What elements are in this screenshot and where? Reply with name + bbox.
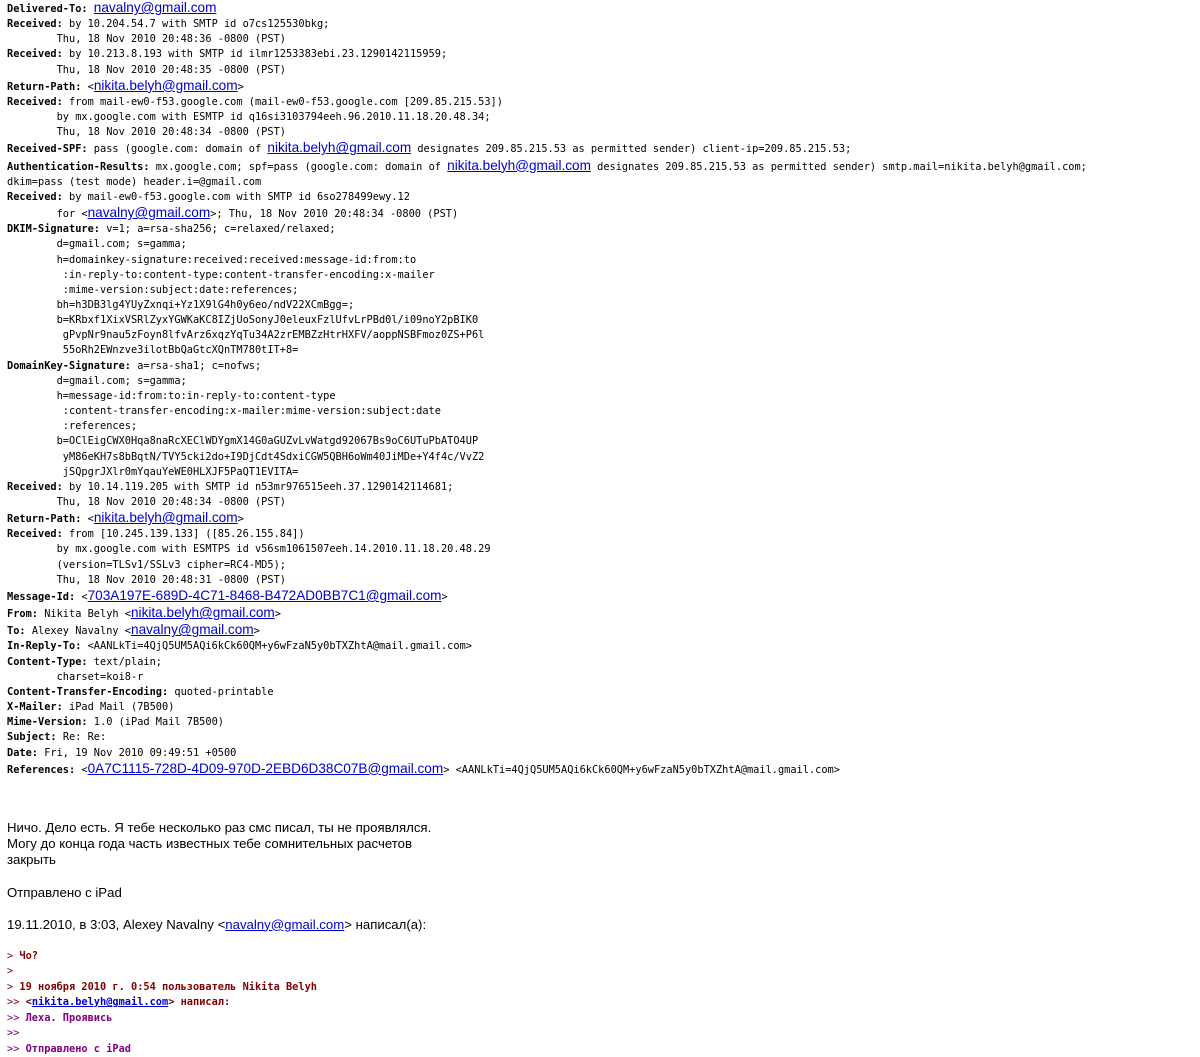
quote-line	[7, 949, 1195, 965]
header-email-link[interactable]: nikita.belyh@gmail.com	[93, 510, 238, 526]
header-line	[7, 110, 1195, 125]
header-value: <	[81, 763, 88, 776]
header-line	[7, 0, 1195, 17]
header-line	[7, 190, 1195, 205]
header-value-suffix: designates 209.85.215.53 as permitted sender) client-ip=209.85.215.53;	[411, 143, 852, 156]
header-name: Received:	[7, 528, 63, 541]
header-continuation: for <	[7, 208, 88, 221]
header-line	[7, 237, 1195, 252]
header-line	[7, 434, 1195, 449]
header-line	[7, 746, 1195, 761]
header-email-link[interactable]: nikita.belyh@gmail.com	[131, 605, 275, 621]
header-name: Received:	[7, 18, 63, 31]
header-continuation: bh=h3DB3lg4YUyZxnqi+Yz1X9lG4h0y6eo/ndV22XCmBgg=;	[7, 298, 355, 311]
header-line	[7, 670, 1195, 685]
header-value: by 10.213.8.193 with SMTP id ilmr1253383ebi.23.1290142115959;	[69, 48, 448, 61]
header-line	[7, 655, 1195, 670]
quote-text: <	[25, 996, 32, 1009]
header-line	[7, 283, 1195, 298]
quote-line	[7, 1026, 1195, 1042]
header-email-link[interactable]: navalny@gmail.com	[93, 0, 217, 15]
header-name: X-Mailer:	[7, 701, 63, 714]
header-email-link[interactable]: nikita.belyh@gmail.com	[267, 140, 412, 156]
header-line	[7, 298, 1195, 313]
header-name: Authentication-Results:	[7, 160, 150, 173]
header-line	[7, 389, 1195, 404]
header-email-link[interactable]: nikita.belyh@gmail.com	[447, 157, 591, 173]
quote-line	[7, 1042, 1195, 1057]
header-continuation: yM86eKH7s8bBqtN/TVY5cki2do+I9DjCdt4SdxiCGW5QBH6oWm40JiMDe+Y4f4c/VvZ2	[7, 450, 485, 463]
header-line	[7, 78, 1195, 95]
header-value: text/plain;	[93, 655, 162, 668]
header-value: pass (google.com: domain of	[93, 143, 268, 156]
header-name: Date:	[7, 746, 38, 759]
header-name: Content-Type:	[7, 655, 88, 668]
header-value: <	[81, 590, 88, 603]
header-line	[7, 588, 1195, 605]
header-continuation: charset=koi8-r	[7, 670, 144, 683]
message-paragraph	[7, 820, 1195, 869]
message-line: Могу до конца года часть известных тебе сомнительных расчетов	[7, 836, 412, 852]
header-value-suffix: >	[237, 513, 244, 526]
header-value: by 10.14.119.205 with SMTP id n53mr976515eeh.37.1290142114681;	[69, 480, 454, 493]
header-name: Subject:	[7, 731, 57, 744]
header-line	[7, 715, 1195, 730]
header-line	[7, 253, 1195, 268]
header-line	[7, 158, 1195, 175]
quote-marker: >>	[7, 1011, 26, 1024]
header-line	[7, 761, 1195, 778]
header-line	[7, 605, 1195, 622]
header-value: by 10.204.54.7 with SMTP id o7cs125530bkg;	[69, 18, 330, 31]
quote-text: Леха. Проявись	[25, 1011, 113, 1024]
header-continuation: :mime-version:subject:date:references;	[7, 283, 299, 296]
header-line	[7, 730, 1195, 745]
header-value-suffix: >	[237, 80, 244, 93]
header-continuation: jSQpgrJXlr0mYqauYeWE0HLXJF5PaQT1EVITA=	[7, 465, 299, 478]
message-line: Ничо. Дело есть. Я тебе несколько раз смс писал, ты не проявлялся.	[7, 819, 432, 835]
header-name: From:	[7, 608, 38, 621]
quote-email-link[interactable]: nikita.belyh@gmail.com	[31, 996, 169, 1009]
quote-line	[7, 1011, 1195, 1027]
header-value: 1.0 (iPad Mail 7B500)	[93, 716, 224, 729]
quote-marker: >	[7, 980, 20, 993]
header-continuation: Thu, 18 Nov 2010 20:48:31 -0800 (PST)	[7, 573, 286, 586]
header-line	[7, 268, 1195, 283]
quote-text: 19 ноября 2010 г. 0:54 пользователь Nikita Belyh	[19, 980, 317, 993]
email-view	[7, 0, 1195, 1057]
header-line	[7, 17, 1195, 32]
header-continuation: b=KRbxf1XixVSRlZyxYGWKaKC8IZjUoSonyJ0eleuxFzlUfvLrPBd0l/i09noY2pBIK0	[7, 314, 479, 327]
header-value-suffix: designates 209.85.215.53 as permitted sender) smtp.mail=nikita.belyh@gmail.com;	[590, 160, 1087, 173]
header-continuation: b=OClEigCWX0Hqa8naRcXEClWDYgmX14G0aGUZvLvWatgd92067Bs9oC6UTuPbATO4UP	[7, 435, 479, 448]
header-value: from [10.245.139.133] ([85.26.155.84])	[69, 528, 305, 541]
header-line	[7, 573, 1195, 588]
quote-line	[7, 964, 1195, 980]
header-continuation: h=message-id:from:to:in-reply-to:content-type	[7, 389, 336, 402]
header-continuation: by mx.google.com with ESMTPS id v56sm1061507eeh.14.2010.11.18.20.48.29	[7, 543, 491, 556]
quote-marker: >>	[7, 1027, 20, 1040]
header-value: Fri, 19 Nov 2010 09:49:51 +0500	[44, 746, 237, 759]
header-name: Received:	[7, 48, 63, 61]
header-name: Received-SPF:	[7, 143, 88, 156]
header-line	[7, 359, 1195, 374]
header-line	[7, 313, 1195, 328]
header-name: Return-Path:	[7, 513, 82, 526]
header-continuation: Thu, 18 Nov 2010 20:48:34 -0800 (PST)	[7, 126, 286, 139]
header-continuation: d=gmail.com; s=gamma;	[7, 238, 187, 251]
signature: Отправлено с iPad	[7, 884, 122, 900]
header-line	[7, 175, 1195, 190]
header-value: a=rsa-sha1; c=nofws;	[137, 359, 262, 372]
header-line	[7, 558, 1195, 573]
header-continuation: gPvpNr9nau5zFoyn8lfvArz6xqzYqTu34A2zrEMBZzHtrHXFV/aoppNSBFmoz0ZS+P6l	[7, 329, 485, 342]
header-continuation: dkim=pass (test mode) header.i=@gmail.com	[7, 175, 262, 188]
header-value: by mail-ew0-f53.google.com with SMTP id 6so278499ewy.12	[69, 190, 410, 203]
header-email-link[interactable]: nikita.belyh@gmail.com	[93, 77, 238, 93]
email-body	[7, 820, 1195, 933]
header-line	[7, 47, 1195, 62]
header-value-suffix: > <AANLkTi=4QjQ5UM5AQi6kCk60QM+y6wFzaN5y0bTXZhtA@mail.gmail.com>	[443, 763, 840, 776]
header-line	[7, 222, 1195, 237]
header-value: <AANLkTi=4QjQ5UM5AQi6kCk60QM+y6wFzaN5y0bTXZhtA@mail.gmail.com>	[87, 640, 472, 653]
header-email-link[interactable]: navalny@gmail.com	[131, 622, 254, 638]
header-name: Received:	[7, 480, 63, 493]
header-value: mx.google.com; spf=pass (google.com: domain of	[155, 160, 448, 173]
header-email-link[interactable]: 0A7C1115-728D-4D09-970D-2EBD6D38C07B@gmail.com	[87, 760, 444, 776]
quoted-text	[7, 949, 1195, 1057]
header-line	[7, 495, 1195, 510]
email-headers	[7, 0, 1195, 778]
header-value-suffix: >	[253, 625, 260, 638]
header-continuation: h=domainkey-signature:received:received:message-id:from:to	[7, 253, 417, 266]
header-email-link[interactable]: 703A197E-689D-4C71-8468-B472AD0BB7C1@gmail.com	[87, 587, 442, 603]
header-line	[7, 328, 1195, 343]
quote-line	[7, 995, 1195, 1011]
header-value: quoted-printable	[174, 685, 274, 698]
header-line	[7, 639, 1195, 654]
header-continuation: Thu, 18 Nov 2010 20:48:35 -0800 (PST)	[7, 63, 286, 76]
header-continuation: (version=TLSv1/SSLv3 cipher=RC4-MD5);	[7, 558, 286, 571]
header-line	[7, 140, 1195, 157]
header-line	[7, 343, 1195, 358]
header-line	[7, 63, 1195, 78]
header-line	[7, 480, 1195, 495]
header-name: Delivered-To:	[7, 3, 88, 15]
header-line	[7, 700, 1195, 715]
attribution-suffix: > написал(а):	[344, 916, 427, 932]
header-name: To:	[7, 625, 26, 638]
header-line	[7, 205, 1195, 222]
header-name: Mime-Version:	[7, 716, 88, 729]
header-name: Return-Path:	[7, 80, 82, 93]
header-line	[7, 542, 1195, 557]
header-value: <	[87, 80, 94, 93]
reply-attribution	[7, 917, 1195, 933]
message-line: закрыть	[7, 852, 56, 868]
header-continuation: Thu, 18 Nov 2010 20:48:36 -0800 (PST)	[7, 33, 286, 46]
quote-line	[7, 980, 1195, 996]
header-value-suffix: >	[274, 608, 281, 621]
header-line	[7, 419, 1195, 434]
header-line	[7, 95, 1195, 110]
header-line	[7, 622, 1195, 639]
header-line	[7, 465, 1195, 480]
header-continuation: 55oRh2EWnzve3ilotBbQaGtcXQnTM780tIT+8=	[7, 344, 299, 357]
header-value-suffix: >; Thu, 18 Nov 2010 20:48:34 -0800 (PST)	[210, 208, 459, 221]
header-name: Received:	[7, 190, 63, 203]
quote-marker: >	[7, 949, 20, 962]
header-email-link[interactable]: navalny@gmail.com	[87, 205, 211, 221]
quote-marker: >>	[7, 1042, 26, 1055]
quote-marker: >	[7, 965, 14, 978]
quote-text-suffix: > написал:	[168, 996, 231, 1009]
header-value: Nikita Belyh <	[44, 608, 131, 621]
header-continuation: :in-reply-to:content-type:content-transfer-encoding:x-mailer	[7, 268, 435, 281]
header-line	[7, 450, 1195, 465]
attribution-text: 19.11.2010, в 3:03, Alexey Navalny <	[7, 916, 226, 932]
quote-text: Чо?	[19, 949, 39, 962]
header-value: Alexey Navalny <	[31, 625, 132, 638]
header-line	[7, 404, 1195, 419]
header-continuation: d=gmail.com; s=gamma;	[7, 374, 187, 387]
header-name: In-Reply-To:	[7, 640, 82, 653]
header-line	[7, 32, 1195, 47]
header-line	[7, 685, 1195, 700]
header-name: DKIM-Signature:	[7, 223, 100, 236]
header-name: Message-Id:	[7, 590, 76, 603]
attribution-email-link[interactable]: navalny@gmail.com	[225, 916, 345, 932]
header-value: iPad Mail (7B500)	[69, 701, 175, 714]
header-line	[7, 527, 1195, 542]
header-line	[7, 374, 1195, 389]
header-continuation: :content-transfer-encoding:x-mailer:mime-version:subject:date	[7, 405, 441, 418]
header-continuation: by mx.google.com with ESMTP id q16si3103794eeh.96.2010.11.18.20.48.34;	[7, 111, 491, 124]
header-name: Received:	[7, 95, 63, 108]
header-name: DomainKey-Signature:	[7, 359, 131, 372]
header-continuation: :references;	[7, 420, 138, 433]
header-continuation: Thu, 18 Nov 2010 20:48:34 -0800 (PST)	[7, 496, 286, 508]
header-value: from mail-ew0-f53.google.com (mail-ew0-f53.google.com [209.85.215.53])	[69, 95, 503, 108]
header-line	[7, 510, 1195, 527]
header-name: Content-Transfer-Encoding:	[7, 685, 169, 698]
header-name: References:	[7, 763, 76, 776]
header-value-suffix: >	[441, 590, 448, 603]
header-line	[7, 125, 1195, 140]
quote-text: Отправлено с iPad	[25, 1042, 131, 1055]
header-value: v=1; a=rsa-sha256; c=relaxed/relaxed;	[106, 223, 336, 236]
header-value: <	[87, 513, 94, 526]
quote-marker: >>	[7, 996, 26, 1009]
header-value: Re: Re:	[62, 731, 107, 744]
